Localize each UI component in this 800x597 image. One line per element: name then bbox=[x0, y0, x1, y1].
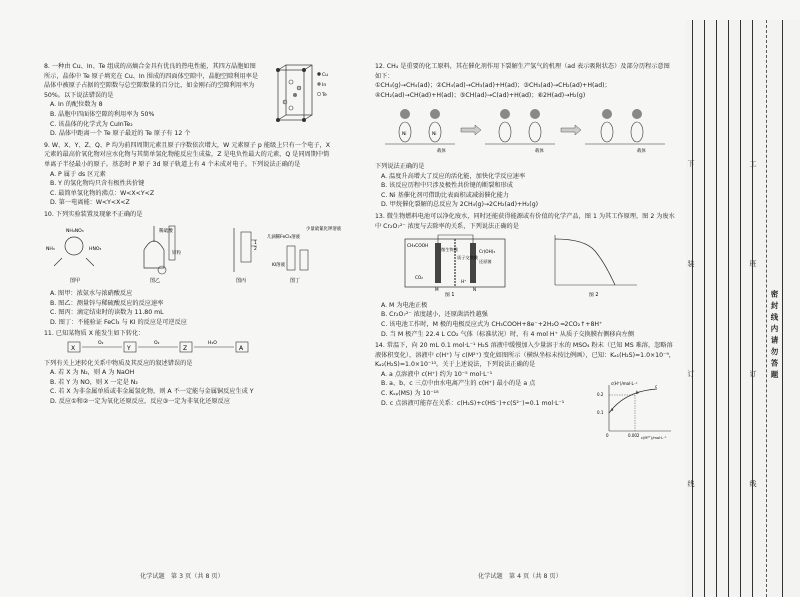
q13-removal-rate-graph bbox=[555, 235, 637, 298]
q11-option-a[interactable]: A. 若 X 为 N₂，则 A 为 NaOH bbox=[50, 369, 135, 377]
q14-option-a[interactable]: A. a 点溶液中 c(H⁺) 约为 10⁻⁵ mol·L⁻¹ bbox=[381, 370, 493, 378]
q11-prompt: 下列有关上述转化关系中物质及其反应的叙述错误的是 bbox=[44, 359, 193, 367]
svg-text:Ni: Ni bbox=[402, 132, 407, 138]
q14-option-b[interactable]: B. a、b、c 三点中由水电离产生的 c(H⁺) 最小的是 a 点 bbox=[381, 380, 536, 388]
q12-option-c[interactable]: C. Ni 基催化剂可借助比表面积或减弱催化能力 bbox=[381, 191, 509, 199]
svg-text:O₂: O₂ bbox=[98, 341, 104, 347]
svg-text:0.002: 0.002 bbox=[628, 433, 640, 439]
svg-text:Cu: Cu bbox=[322, 73, 328, 78]
q9-stem: 9. W、X、Y、Z、Q、P 均为前四周期元素且原子序数依次增大，W 元素原子 p 能级上只有一个电子，X 元素的最高价氧化物对应水化物与其简单氢化物能反应生成盐，Z 是电负性最大的元素，Q 是同周期中简单离子半径最小的原子。基态时 P 原子 3d 原子轨道上有 4 个未成对电子。下列说法正确的是 bbox=[44, 141, 330, 168]
binding-char-7: 订 bbox=[749, 370, 757, 377]
svg-text:载体: 载体 bbox=[637, 149, 646, 155]
svg-text:图 2: 图 2 bbox=[589, 293, 599, 299]
svg-text:a: a bbox=[611, 407, 614, 413]
binding-char-5: 工 bbox=[749, 160, 757, 167]
svg-text:几滴稀FeCl₃溶液: 几滴稀FeCl₃溶液 bbox=[267, 234, 300, 240]
svg-text:X: X bbox=[71, 345, 76, 353]
svg-text:HNO₃: HNO₃ bbox=[89, 246, 102, 252]
q8-option-a[interactable]: A. In 的配位数为 8 bbox=[50, 101, 103, 109]
svg-text:Te: Te bbox=[322, 93, 327, 98]
svg-text:H⁺: H⁺ bbox=[461, 279, 467, 285]
q8-option-b[interactable]: B. 晶胞中四面体空隙的利用率为 50% bbox=[50, 110, 155, 118]
q9-option-c[interactable]: C. 最简单氢化物的沸点：W<X<Y<Z bbox=[50, 189, 155, 197]
q11-option-c[interactable]: C. 若 X 为非金属单质或非金属氢化物，则 A 不一定能与金属铜反应生成 Y bbox=[50, 388, 254, 396]
q14-option-c[interactable]: C. Kₛₚ(MS) 为 10⁻¹⁸ bbox=[381, 390, 439, 398]
q9-option-b[interactable]: B. Y 的氢化物均只含有极性共价键 bbox=[50, 180, 145, 188]
svg-text:c: c bbox=[655, 384, 658, 390]
q13-option-c[interactable]: C. 该电池工作时，M 极的电极反应式为 CH₃COOH+8e⁻+2H₂O ═2CO₂↑+8H⁺ bbox=[381, 320, 603, 328]
svg-text:图乙: 图乙 bbox=[150, 277, 161, 284]
q8-option-d[interactable]: D. 晶体中距离一个 Te 原子最近的 Te 原子有 12 个 bbox=[50, 130, 191, 138]
svg-text:In: In bbox=[322, 83, 327, 88]
svg-text:载体: 载体 bbox=[437, 149, 446, 155]
svg-text:图丙: 图丙 bbox=[236, 277, 247, 284]
svg-text:0.1: 0.1 bbox=[597, 410, 604, 416]
binding-char-1: 下 bbox=[687, 160, 695, 167]
binding-margin bbox=[686, 20, 800, 597]
q10-option-d[interactable]: D. 图丁：不能验证 FeCl₃ 与 KI 的反应是可逆反应 bbox=[50, 318, 187, 326]
q12-steps: ①CH₄(g)→CH₄(ad)；②CH₄(ad)→CH₃(ad)+H(ad)；③CH₃(ad)→CH₂(ad)+H(ad)；④CH₂(ad)→CH(ad)+H(ad)；⑤CH(ad)→C(ad)+H(ad)；⑥2H(ad)→H₂(g) bbox=[375, 82, 611, 99]
q9-option-d[interactable]: D. 第一电离能：W<Y<X<Z bbox=[50, 199, 130, 207]
svg-text:0.2: 0.2 bbox=[597, 392, 604, 398]
q12-option-b[interactable]: B. 该反应历程中只涉及极性共价键的断裂和形成 bbox=[381, 182, 513, 190]
svg-text:NH₄NO₃: NH₄NO₃ bbox=[66, 228, 84, 234]
svg-text:M: M bbox=[435, 287, 439, 293]
svg-text:Ni: Ni bbox=[432, 132, 437, 138]
q13-figures bbox=[375, 231, 675, 297]
question-10 bbox=[44, 210, 342, 328]
q12-option-d[interactable]: D. 甲烷催化裂解的总反应为 2CH₄(g)→2CH₂(ad)+H₂(g) bbox=[381, 201, 539, 209]
page-3-footer: 化学试题 第 3 页（共 8 页） bbox=[140, 573, 224, 580]
binding-char-4: 线 bbox=[687, 480, 695, 487]
q14-stem: 14. 常温下，向 20 mL 0.1 mol·L⁻¹ H₂S 溶液中缓慢加入少量溶于水的 MSO₄ 粉末（已知 MS 难溶，忽略溶液体积变化），溶液中 c(H⁺) 与 c(M²⁺) 变化如图所示（横纵坐标未按比例画），已知：Kₐ₁(H₂S)=1.0×10⁻⁹，Kₐ₂(H₂S)=1.0×10⁻¹³。关于上述说法，下列说法正确的是 bbox=[375, 342, 675, 369]
q14-option-d[interactable]: D. c 点溶液可能存在关系：c(H₂S)+c(HS⁻)+c(S²⁻)=0.1 mol·L⁻¹ bbox=[381, 399, 565, 407]
svg-text:图丁: 图丁 bbox=[290, 277, 301, 284]
question-13 bbox=[375, 212, 675, 339]
binding-char-2: 装 bbox=[687, 260, 695, 267]
page-4-footer: 化学试题 第 4 页（共 8 页） bbox=[478, 573, 562, 580]
svg-text:载体: 载体 bbox=[535, 149, 544, 155]
svg-text:质子交换膜: 质子交换膜 bbox=[457, 255, 478, 261]
q12-mechanism-diagram bbox=[375, 100, 675, 158]
svg-text:b: b bbox=[636, 390, 639, 396]
svg-text:1: 1 bbox=[254, 240, 257, 246]
q11-conversion-chain bbox=[66, 339, 286, 355]
q8-option-c[interactable]: C. 该晶体的化学式为 CuInTe₂ bbox=[50, 120, 133, 128]
q14-graph bbox=[595, 381, 675, 441]
binding-char-3: 订 bbox=[687, 370, 695, 377]
svg-text:H₂O: H₂O bbox=[208, 341, 217, 347]
question-11 bbox=[44, 329, 334, 406]
q10-apparatus-figures bbox=[44, 220, 342, 286]
svg-text:Cr(OH)₃: Cr(OH)₃ bbox=[479, 249, 496, 255]
svg-text:c(H⁺)/mol·L⁻¹: c(H⁺)/mol·L⁻¹ bbox=[611, 381, 638, 387]
q12-prompt: 下列说法正确的是 bbox=[375, 162, 425, 170]
svg-text:c(M²⁺)/mol·L⁻¹: c(M²⁺)/mol·L⁻¹ bbox=[641, 436, 667, 441]
svg-text:图甲: 图甲 bbox=[70, 277, 81, 284]
svg-text:2: 2 bbox=[254, 246, 257, 252]
q13-option-b[interactable]: B. Cr₂O₇²⁻ 浓度越小，还原菌活性越强 bbox=[381, 311, 488, 319]
svg-text:还原菌: 还原菌 bbox=[479, 259, 492, 265]
q10-option-c[interactable]: C. 图丙：滴定结束时的读数为 11.80 mL bbox=[50, 309, 164, 317]
q9-option-a[interactable]: A. P 属于 ds 区元素 bbox=[50, 170, 106, 178]
binding-char-8: 线 bbox=[749, 480, 757, 487]
question-9 bbox=[44, 141, 334, 208]
q11-stem: 11. 已知某物质 X 能发生如下转化： bbox=[44, 330, 145, 338]
svg-text:少量硫氰化钾溶液: 少量硫氰化钾溶液 bbox=[306, 226, 342, 232]
svg-text:N: N bbox=[473, 287, 477, 293]
svg-text:稀硫酸: 稀硫酸 bbox=[159, 228, 173, 234]
svg-text:CH₃COOH: CH₃COOH bbox=[407, 244, 429, 250]
q13-option-d[interactable]: D. 当 M 极产生 22.4 L CO₂ 气体（标准状况）时，有 4 mol H⁺ 从质子交换膜右侧移向左侧 bbox=[381, 330, 635, 338]
q13-option-a[interactable]: A. M 为电池正极 bbox=[381, 301, 428, 309]
q12-option-a[interactable]: A. 温度升高增大了反应的活化能，加快化学反应速率 bbox=[381, 172, 526, 180]
q11-option-b[interactable]: B. 若 Y 为 NO，则 X 一定是 N₂ bbox=[50, 378, 138, 386]
page-4 bbox=[375, 62, 675, 441]
svg-text:A: A bbox=[239, 345, 244, 353]
q12-stem: 12. CH₄ 是重要的化工原料，其在催化剂作用下裂解生产氢气的机理（ad 表示吸附状态）及部分历程示意图如下： bbox=[375, 63, 670, 80]
svg-text:CO₂: CO₂ bbox=[415, 275, 423, 281]
q11-option-d[interactable]: D. 反应①和②一定为氧化还原反应，反应③一定为非氧化还原反应 bbox=[50, 398, 231, 406]
svg-text:锌粒: 锌粒 bbox=[172, 250, 182, 256]
question-8 bbox=[44, 62, 334, 139]
q10-option-b[interactable]: B. 图乙：测量锌与稀硫酸反应的反应速率 bbox=[50, 299, 164, 307]
page-3 bbox=[44, 62, 342, 407]
q10-option-a[interactable]: A. 图甲：浓氨水与浓硝酸反应 bbox=[50, 290, 133, 298]
q8-unit-cell-diagram bbox=[270, 62, 328, 128]
question-14 bbox=[375, 341, 675, 441]
q10-stem: 10. 下列实验装置及现象不正确的是 bbox=[44, 210, 143, 218]
svg-text:O₂: O₂ bbox=[154, 341, 160, 347]
question-12 bbox=[375, 62, 675, 210]
svg-text:Y: Y bbox=[127, 345, 131, 353]
svg-text:Z: Z bbox=[183, 345, 188, 353]
q13-stem: 13. 微生物燃料电池可以净化废水，同时还能获得能源或有价值的化学产品，图 1 为其工作原理，图 2 为废水中 Cr₂O₇²⁻ 浓度与去除率的关系，下列说法正确的是 bbox=[375, 212, 675, 230]
q8-stem: 8. 一种由 Cu、In、Te 组成的高熵合金具有优良的热电性能，其四方晶胞如图所示，晶体中 Te 原子填充在 Cu、In 围成的四面体空隙中，晶胞空隙利用率是晶体中被原子占据的空隙数与总空隙数量的百分比，如金刚石的空隙利用率为 50%。以下说法错误的是 bbox=[44, 63, 259, 99]
binding-char-6: 班 bbox=[749, 260, 757, 267]
svg-text:NH₃: NH₃ bbox=[46, 246, 55, 252]
svg-text:图 1: 图 1 bbox=[445, 293, 455, 299]
svg-text:微生物膜: 微生物膜 bbox=[441, 247, 458, 253]
svg-text:0: 0 bbox=[606, 433, 609, 439]
svg-text:KI溶液: KI溶液 bbox=[272, 262, 285, 268]
seal-line-warning: 密封线内请勿答题 bbox=[770, 290, 779, 382]
